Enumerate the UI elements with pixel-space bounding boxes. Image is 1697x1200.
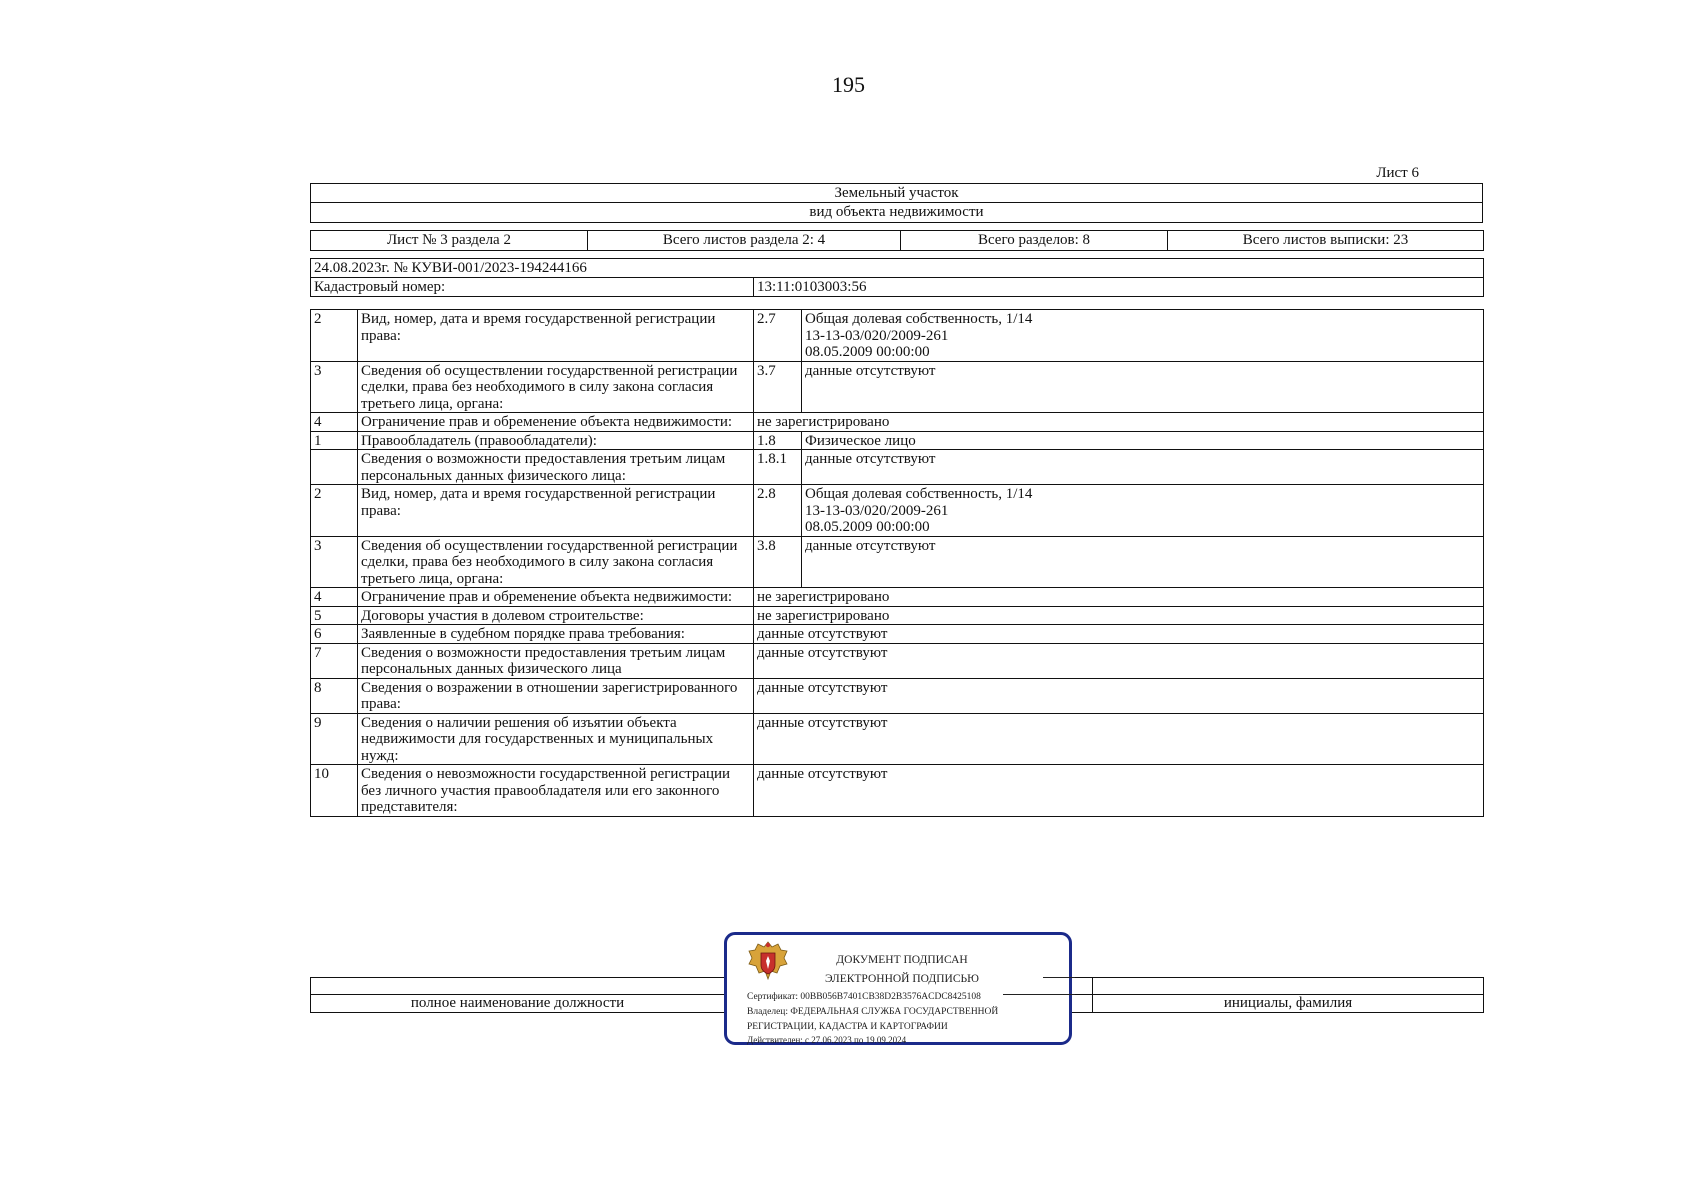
- table-row: [311, 413, 1484, 432]
- rights-table: [310, 309, 1484, 817]
- row-label: Заявленные в судебном порядке права требования:: [358, 625, 754, 644]
- row-number: 4: [311, 588, 358, 607]
- row-number: 3: [311, 536, 358, 588]
- row-value: не зарегистрировано: [754, 413, 1484, 432]
- table-row: [311, 310, 1484, 362]
- stamp-rule-2: [1003, 994, 1075, 995]
- name-caption: инициалы, фамилия: [1093, 995, 1484, 1013]
- row-number: 9: [311, 713, 358, 765]
- stamp-title-line2: ЭЛЕКТРОННОЙ ПОДПИСЬЮ: [825, 973, 979, 985]
- row-number: 6: [311, 625, 358, 644]
- total-sections: Всего разделов: 8: [901, 231, 1168, 251]
- row-value: данные отсутствуют: [754, 643, 1484, 678]
- coat-of-arms-icon: [747, 939, 789, 983]
- row-number: 5: [311, 606, 358, 625]
- table-row: [311, 606, 1484, 625]
- stamp-title: [807, 951, 997, 989]
- object-title-text: Земельный участок: [834, 185, 959, 201]
- row-label: Сведения об осуществлении государственной регистрации сделки, права без необходимого в силу закона согласия третьего лица, органа:: [358, 536, 754, 588]
- object-caption-text: вид объекта недвижимости: [809, 204, 984, 220]
- stamp-certificate: Сертификат: 00BB056B7401CB38D2B3576ACDC8425108: [747, 992, 981, 1002]
- page-number: 195: [832, 72, 865, 97]
- row-number: 8: [311, 678, 358, 713]
- row-label: Сведения об осуществлении государственной регистрации сделки, права без необходимого в силу закона согласия третьего лица, органа:: [358, 361, 754, 413]
- total-sheets-section: Всего листов раздела 2: 4: [588, 231, 901, 251]
- row-number: 3: [311, 361, 358, 413]
- object-title: [310, 183, 1483, 203]
- row-value: данные отсутствуют: [802, 536, 1484, 588]
- cadastral-value: 13:11:0103003:56: [754, 278, 1484, 297]
- row-subnumber: 3.7: [754, 361, 802, 413]
- stamp-title-line1: ДОКУМЕНТ ПОДПИСАН: [836, 954, 968, 966]
- row-value: данные отсутствуют: [802, 450, 1484, 485]
- row-subnumber: 2.7: [754, 310, 802, 362]
- table-row: [311, 485, 1484, 537]
- sheet-of-section: Лист № 3 раздела 2: [311, 231, 588, 251]
- row-value: Физическое лицо: [802, 431, 1484, 450]
- stamp-valid: Действителен: с 27.06.2023 по 19.09.2024: [747, 1035, 907, 1045]
- row-subnumber: 1.8: [754, 431, 802, 450]
- row-number: 1: [311, 431, 358, 450]
- table-row: [311, 588, 1484, 607]
- row-number: 4: [311, 413, 358, 432]
- table-row: [311, 643, 1484, 678]
- total-sheets-extract: Всего листов выписки: 23: [1168, 231, 1484, 251]
- row-label: Ограничение прав и обременение объекта недвижимости:: [358, 588, 754, 607]
- row-label: Сведения о возможности предоставления третьим лицам персональных данных физического лица:: [358, 450, 754, 485]
- row-value: данные отсутствуют: [754, 765, 1484, 817]
- extract-date-number: 24.08.2023г. № КУВИ-001/2023-194244166: [311, 259, 1484, 278]
- table-row: [311, 361, 1484, 413]
- row-value: данные отсутствуют: [754, 678, 1484, 713]
- stamp-owner-line1: Владелец: ФЕДЕРАЛЬНАЯ СЛУЖБА ГОСУДАРСТВЕННОЙ: [747, 1007, 999, 1017]
- row-number: 2: [311, 310, 358, 362]
- row-label: Договоры участия в долевом строительстве:: [358, 606, 754, 625]
- row-value: данные отсутствуют: [754, 713, 1484, 765]
- row-value: Общая долевая собственность, 1/14 13-13-03/020/2009-261 08.05.2009 00:00:00: [802, 485, 1484, 537]
- row-number: 10: [311, 765, 358, 817]
- row-value: данные отсутствуют: [802, 361, 1484, 413]
- row-label: Ограничение прав и обременение объекта недвижимости:: [358, 413, 754, 432]
- row-subnumber: 1.8.1: [754, 450, 802, 485]
- row-number: [311, 450, 358, 485]
- rights-table-body: [311, 310, 1484, 817]
- cadastral-label: Кадастровый номер:: [311, 278, 754, 297]
- row-number: 7: [311, 643, 358, 678]
- object-caption: [310, 203, 1483, 223]
- electronic-signature-stamp: [724, 932, 1072, 1045]
- meta-table: [310, 258, 1484, 297]
- position-caption: полное наименование должности: [311, 995, 725, 1013]
- table-row: [311, 678, 1484, 713]
- signature-position-field: [311, 978, 725, 995]
- table-row: [311, 536, 1484, 588]
- table-row: [311, 450, 1484, 485]
- row-value: не зарегистрировано: [754, 606, 1484, 625]
- signature-name-field: [1093, 978, 1484, 995]
- table-row: [311, 625, 1484, 644]
- row-subnumber: 2.8: [754, 485, 802, 537]
- row-label: Сведения о невозможности государственной регистрации без личного участия правообладателя или его законного представителя:: [358, 765, 754, 817]
- row-value: не зарегистрировано: [754, 588, 1484, 607]
- stamp-owner-line2: РЕГИСТРАЦИИ, КАДАСТРА И КАРТОГРАФИИ: [747, 1022, 948, 1032]
- table-row: [311, 765, 1484, 817]
- row-subnumber: 3.8: [754, 536, 802, 588]
- row-value: Общая долевая собственность, 1/14 13-13-03/020/2009-261 08.05.2009 00:00:00: [802, 310, 1484, 362]
- table-row: [311, 713, 1484, 765]
- row-label: Вид, номер, дата и время государственной регистрации права:: [358, 310, 754, 362]
- info-bar: [310, 230, 1484, 251]
- row-value: данные отсутствуют: [754, 625, 1484, 644]
- row-label: Правообладатель (правообладатели):: [358, 431, 754, 450]
- stamp-rule-1: [1043, 977, 1075, 978]
- row-label: Сведения о возражении в отношении зарегистрированного права:: [358, 678, 754, 713]
- sheet-label: Лист 6: [1376, 165, 1419, 181]
- row-label: Сведения о наличии решения об изъятии объекта недвижимости для государственных и муниципальных нужд:: [358, 713, 754, 765]
- table-row: [311, 431, 1484, 450]
- row-label: Сведения о возможности предоставления третьим лицам персональных данных физического лица: [358, 643, 754, 678]
- row-label: Вид, номер, дата и время государственной регистрации права:: [358, 485, 754, 537]
- row-number: 2: [311, 485, 358, 537]
